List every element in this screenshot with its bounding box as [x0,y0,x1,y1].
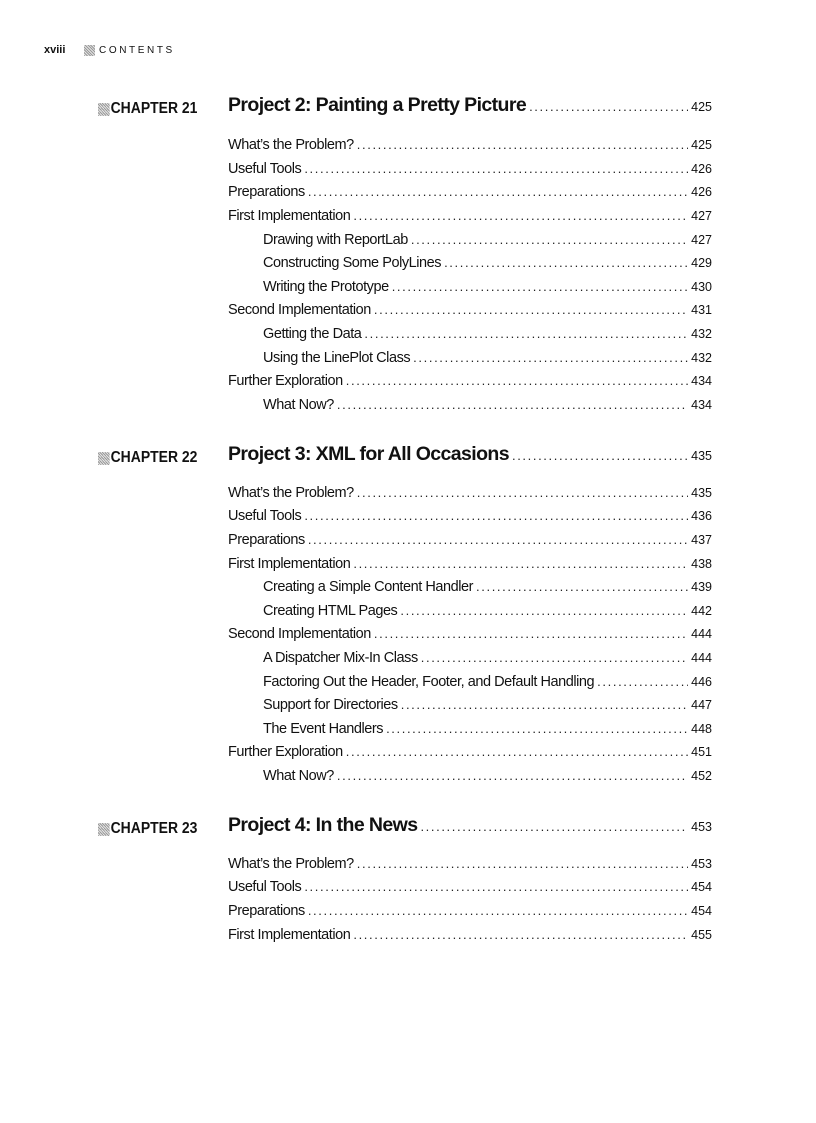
entry-title: Preparations [228,903,305,919]
chapter-title: Project 4: In the News [228,814,418,836]
page-number: xviii [44,44,66,56]
dot-leader [418,650,688,665]
section-title: CONTENTS [99,44,175,56]
dot-leader [389,279,688,294]
toc-entry[interactable] [228,184,712,206]
toc-entry[interactable] [228,903,712,925]
dot-leader [350,208,688,223]
entry-title: First Implementation [228,927,351,943]
entry-title: Useful Tools [228,508,302,524]
toc-subentry[interactable] [263,650,712,672]
page-ref: 435 [691,449,712,463]
toc-subentry[interactable] [263,255,712,277]
square-bullet-icon [98,452,110,465]
toc-entry[interactable] [228,856,712,878]
toc-subentry[interactable] [263,397,712,419]
toc-entry[interactable] [228,532,712,554]
chapter-title: Project 3: XML for All Occasions [228,443,509,465]
dot-leader [350,927,688,942]
dot-leader [301,879,688,894]
chapter-label [98,449,197,467]
toc-entry[interactable] [228,927,712,949]
toc-entry[interactable] [228,373,712,395]
page-ref: 425 [691,138,712,152]
entry-title: Further Exploration [228,373,343,389]
page-ref: 430 [691,280,712,294]
chapter-number: CHAPTER 22 [110,449,198,466]
page-ref: 425 [691,100,712,114]
page-ref: 453 [691,820,712,834]
dot-leader [334,768,688,783]
chapter-title-entry[interactable] [228,443,712,471]
entry-title: What’s the Problem? [228,137,354,153]
page-ref: 427 [691,209,712,223]
page-ref: 434 [691,398,712,412]
entry-title: Second Implementation [228,626,371,642]
page-ref: 432 [691,351,712,365]
entry-title: What Now? [263,768,334,784]
toc-subentry[interactable] [263,674,712,696]
square-bullet-icon [84,45,95,56]
page-ref: 436 [691,509,712,523]
toc-entry[interactable] [228,161,712,183]
page-ref: 435 [691,486,712,500]
entry-title: Creating a Simple Content Handler [263,579,474,595]
dot-leader [305,903,688,918]
entry-title: The Event Handlers [263,721,384,737]
toc-subentry[interactable] [263,603,712,625]
dot-leader [350,556,688,571]
entry-title: A Dispatcher Mix-In Class [263,650,418,666]
page-ref: 437 [691,533,712,547]
page-ref: 452 [691,769,712,783]
entry-title: Further Exploration [228,744,343,760]
entry-title: What Now? [263,397,334,413]
square-bullet-icon [98,823,110,836]
toc-subentry[interactable] [263,350,712,372]
page-ref: 444 [691,627,712,641]
dot-leader [410,350,688,365]
running-head [44,44,175,56]
chapter-title-entry[interactable] [228,94,712,122]
page-ref: 426 [691,162,712,176]
entry-title: Writing the Prototype [263,279,389,295]
dot-leader [408,232,688,247]
dot-leader [397,603,688,618]
dot-leader [371,626,688,641]
entry-title: Getting the Data [263,326,362,342]
toc-entry[interactable] [228,626,712,648]
entry-title: Constructing Some PolyLines [263,255,442,271]
chapter-number: CHAPTER 23 [110,820,198,837]
page-ref: 429 [691,256,712,270]
toc-entry[interactable] [228,744,712,766]
dot-leader [398,697,688,712]
entry-title: Useful Tools [228,879,302,895]
page-ref: 426 [691,185,712,199]
dot-leader [334,397,688,412]
chapter-title: Project 2: Painting a Pretty Picture [228,94,527,116]
page-ref: 438 [691,557,712,571]
entry-title: First Implementation [228,556,351,572]
dot-leader [594,674,688,689]
page-ref: 454 [691,880,712,894]
dot-leader [371,302,688,317]
dot-leader [473,579,688,594]
page-ref: 427 [691,233,712,247]
toc-entry[interactable] [228,508,712,530]
dot-leader [305,184,688,199]
dot-leader [301,508,688,523]
page-ref: 434 [691,374,712,388]
entry-title: Preparations [228,184,305,200]
entry-title: Drawing with ReportLab [263,232,408,248]
dot-leader [526,99,688,114]
page-ref: 454 [691,904,712,918]
dot-leader [343,373,688,388]
entry-title: Second Implementation [228,302,371,318]
toc-subentry[interactable] [263,579,712,601]
chapter-heading [0,814,816,840]
dot-leader [509,448,688,463]
entry-title: Using the LinePlot Class [263,350,411,366]
entry-title: Useful Tools [228,161,302,177]
chapter-number: CHAPTER 21 [110,100,198,117]
entry-title: Support for Directories [263,697,398,713]
page-ref: 439 [691,580,712,594]
toc-entry[interactable] [228,879,712,901]
dot-leader [354,856,688,871]
toc-entry[interactable] [228,485,712,507]
entry-title: What’s the Problem? [228,485,354,501]
toc-entry[interactable] [228,556,712,578]
page-ref: 444 [691,651,712,665]
entry-title: What’s the Problem? [228,856,354,872]
entry-title: Factoring Out the Header, Footer, and Default Handling [263,674,595,690]
page-ref: 446 [691,675,712,689]
toc-entry[interactable] [228,208,712,230]
toc-subentry[interactable] [263,326,712,348]
dot-leader [417,819,688,834]
page-ref: 447 [691,698,712,712]
chapter-label [98,820,197,838]
page-ref: 448 [691,722,712,736]
page-ref: 432 [691,327,712,341]
dot-leader [354,485,688,500]
toc-subentry[interactable] [263,721,712,743]
entry-title: First Implementation [228,208,351,224]
chapter-heading [0,94,816,120]
page-ref: 453 [691,857,712,871]
dot-leader [354,137,688,152]
page-ref: 451 [691,745,712,759]
toc-subentry[interactable] [263,697,712,719]
chapter-title-entry[interactable] [228,814,712,842]
entry-title: Preparations [228,532,305,548]
dot-leader [361,326,688,341]
dot-leader [383,721,688,736]
toc-subentry[interactable] [263,768,712,790]
chapter-label [98,100,197,118]
toc-entry[interactable] [228,137,712,159]
dot-leader [343,744,688,759]
toc-entry[interactable] [228,302,712,324]
page-ref: 442 [691,604,712,618]
dot-leader [301,161,688,176]
toc-subentry[interactable] [263,279,712,301]
entry-title: Creating HTML Pages [263,603,398,619]
page-ref: 431 [691,303,712,317]
square-bullet-icon [98,103,110,116]
dot-leader [441,255,688,270]
toc-subentry[interactable] [263,232,712,254]
chapter-heading [0,443,816,469]
page-ref: 455 [691,928,712,942]
dot-leader [305,532,688,547]
